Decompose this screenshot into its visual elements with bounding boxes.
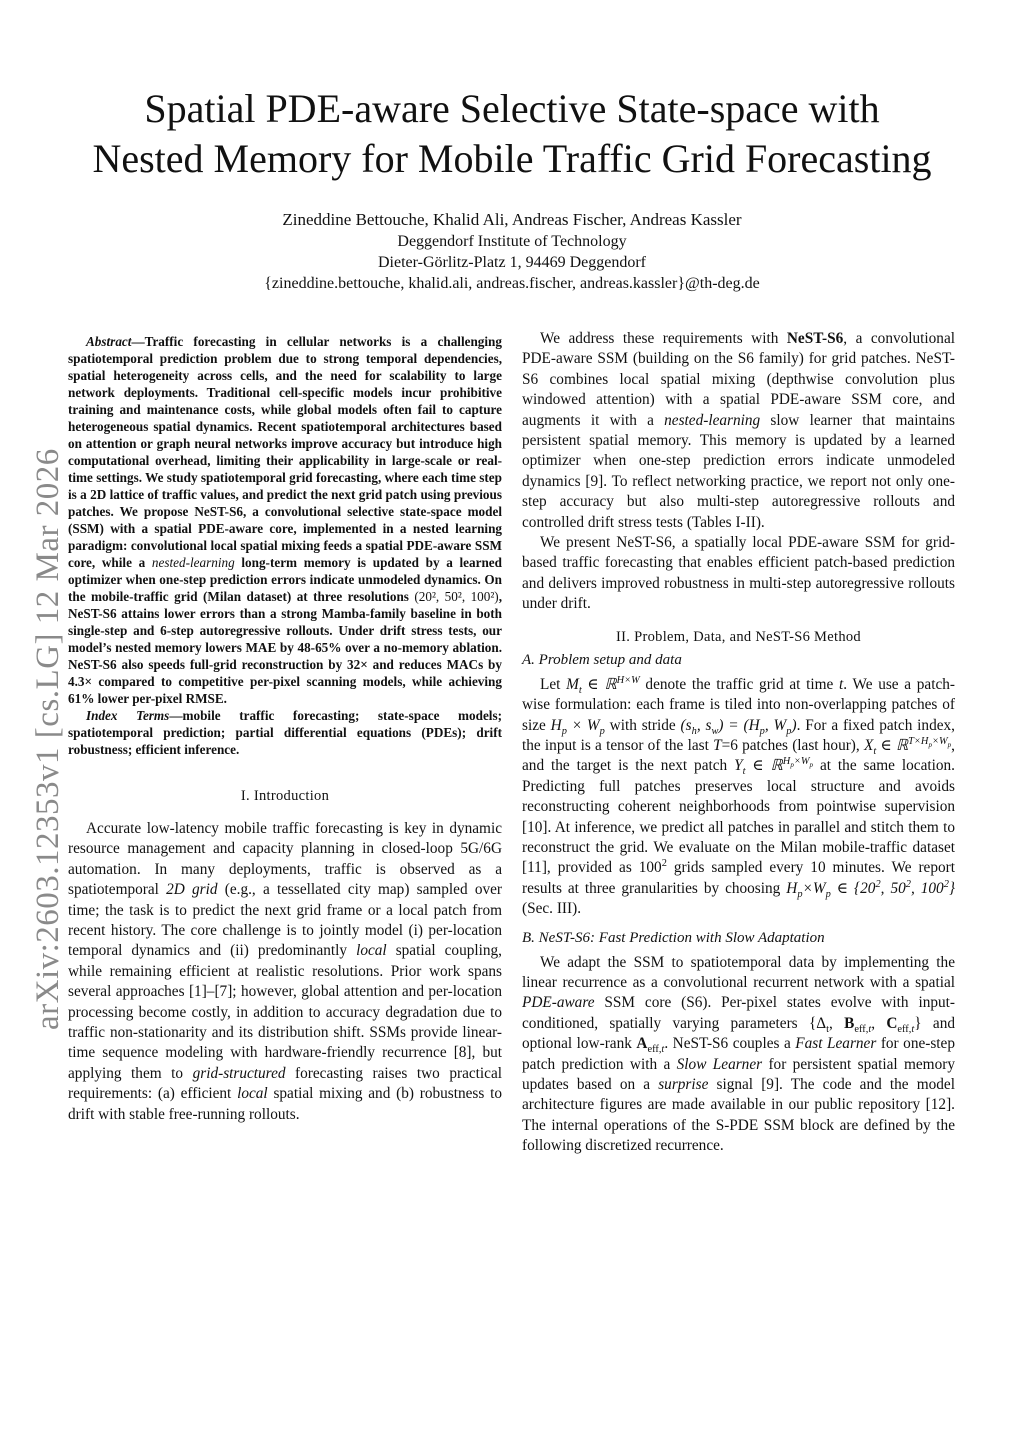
intro-paragraph	[68, 819, 502, 1125]
subsection-heading-nest-s6: B. NeST-S6: Fast Prediction with Slow Adaptation	[522, 929, 825, 946]
intro-text-3: spatial coupling, while remaining efficient at realistic resolutions. Prior work spans several approaches [1]–[7]; however, global attention and per-location processing become costly, in addition to accuracy degradation due to traffic non-stationarity and its distribution shift. SSMs provide linear-time sequence modeling with hardware-friendly recurrence [8], but applying them to	[68, 942, 502, 1082]
intro-text-1: Accurate low-latency mobile traffic forecasting is key in dynamic resource management and capacity planning in closed-loop 5G/6G automation. In many deployments, traffic is observed as a spatiotemporal	[68, 820, 502, 899]
index-terms	[68, 707, 502, 758]
arxiv-identifier: arXiv:2603.12353v1 [cs.LG] 12 Mar 2026	[30, 448, 66, 1030]
abstract-text-2: long-term memory is updated by a learned optimizer when one-step prediction errors indicate unmodeled dynamics. On the mobile-traffic grid (Milan dataset) at three resolutions	[68, 555, 502, 604]
contribution-text-2: , a convolutional PDE-aware SSM (building on the S6 family) for grid patches. NeST-S6 combines local spatial mixing (depthwise convolution plus windowed attention) with a spatial PDE-aware SSM core, and augments it with a	[522, 330, 955, 429]
affiliation: Deggendorf Institute of Technology	[397, 233, 627, 250]
setup-text-4: with stride	[604, 716, 681, 734]
math-patch-size: $H_p \times W_p$	[550, 716, 605, 737]
method-text-5: for one-step patch prediction with a	[522, 1035, 955, 1073]
math-granularities: $H_p\times W_p$ ∈ {$20^2$, $50^2$, $100^2$}	[786, 878, 956, 900]
math-T: T	[713, 736, 722, 754]
intro-italic-2: local	[356, 942, 387, 960]
setup-text-8: at the same location. Predicting full patches preserves local structure and avoids reconstructing coherent neighborhoods from pointwise supervision [10]. At inference, we predict all patches in parallel and stitch them to reconstruct the grid. We evaluate on the Milan mobile-traffic dataset [11], provided as	[522, 757, 955, 877]
abstract-label: Abstract	[86, 334, 132, 349]
math-input-tensor: $X_t$ ∈ ℝ$^{T\times H_p\times W_p}$	[863, 735, 952, 757]
section-heading-introduction: I. Introduction	[240, 788, 330, 804]
contribution-italic: nested-learning	[664, 411, 761, 429]
problem-setup-paragraph: Let $M_t$ ∈ ℝ$^{H\times W}$ denote the traffic grid at time t. We use a patch-wise formulation: each frame is tiled into non-overlapping patches of size $H_p \times W_p$ with stride ($s_h$, $s_w) = (H_p$, $W_p$). For a fixed patch index, the input is a tensor of the last T=6 patches (last hour), $X_t$ ∈ ℝ$^{T\times H_p\times W_p}$, and the target is the next patch $Y_t$ ∈ ℝ$^{H_p\times W_p}$ at the same location. Predicting full patches preserves local structure and avoids reconstructing coherent neighborhoods from pointwise supervision [10]. At inference, we predict all patches in parallel and stitch them to reconstruct the grid. We evaluate on the Milan mobile-traffic dataset [11], provided as $100^2$ grids sampled every 10 minutes. We report results at three granularities by choosing $H_p\times W_p$ ∈ {$20^2$, $50^2$, $100^2$} (Sec. III).	[522, 674, 956, 918]
model-name: NeST-S6	[786, 330, 844, 347]
contribution-text-1: We address these requirements with	[540, 330, 787, 347]
abstract-resolutions: (20², 50², 100²)	[414, 589, 499, 604]
method-text-1: We adapt the SSM to spatiotemporal data by implementing the linear recurrence as a convolutional recurrent network with a spatial	[522, 953, 955, 991]
method-italic-2: Fast Learner	[795, 1035, 877, 1053]
contribution-paragraph	[522, 329, 955, 533]
math-grid-size: $100^2$	[638, 858, 667, 877]
math-stride: ($s_h$, $s_w) = (H_p$, $W_p$)	[680, 716, 797, 737]
method-text-6: for persistent spatial memory updates based on a	[522, 1055, 955, 1093]
math-params: {$\Delta_t$, $B_{eff,t}$, $C_{eff,t}$}	[808, 1014, 922, 1035]
math-A-eff: $A_{eff,t}$	[636, 1035, 665, 1056]
author-block	[40, 208, 984, 294]
subsection-heading-problem-setup: A. Problem setup and data	[522, 651, 682, 668]
setup-text-6: patches (last hour),	[737, 736, 864, 754]
method-text-2: SSM core (S6). Per-pixel states evolve with input-conditioned, spatially varying parameters	[522, 994, 955, 1032]
setup-text-9: grids sampled every 10 minutes. We report results at three granularities by choosing	[522, 859, 955, 897]
summary-paragraph: We present NeST-S6, a spatially local PDE-aware SSM for grid-based traffic forecasting that enables efficient patch-based prediction and delivers improved robustness in multi-step autoregressive rollouts under drift.	[522, 534, 955, 613]
right-column	[522, 329, 955, 1157]
section-heading-method: II. Problem, Data, and NeST-S6 Method	[616, 628, 861, 645]
paper-title-line-2: Nested Memory for Mobile Traffic Grid Forecasting	[92, 136, 932, 181]
setup-text-1: Let	[540, 675, 567, 693]
paper-title-line-1: Spatial PDE-aware Selective State-space with	[144, 86, 880, 131]
abstract-italic-term: nested-learning	[151, 555, 235, 570]
left-column	[68, 333, 502, 1125]
intro-italic-1: 2D grid	[166, 881, 218, 899]
abstract-text-1: —Traffic forecasting in cellular networks is a challenging spatiotemporal prediction problem due to strong temporal dependencies, spatial heterogeneity across cells, and the need for scalability to large network deployments. Traditional cell-specific models incur prohibitive training and maintenance costs, while global models often fail to capture heterogeneous spatial dynamics. Recent spatiotemporal architectures based on attention or graph neural networks improve accuracy but introduce high computational overhead, limiting their applicability in large-scale or real-time settings. We study spatiotemporal grid forecasting, where each time step is a 2D lattice of traffic values, and predict the next grid patch using previous patches. We propose NeST-S6, a convolutional selective state-space model (SSM) with a spatial PDE-aware core, implemented in a nested learning paradigm: convolutional local spatial mixing feeds a spatial PDE-aware SSM core, while a	[68, 334, 502, 570]
math-target: $Y_t$ ∈ ℝ$^{H_p\times W_p}$	[734, 756, 814, 778]
index-terms-label: Index Terms	[86, 708, 170, 723]
setup-text-5: . For a fixed patch index, the input is a tensor of the last	[522, 716, 955, 754]
method-text-3: and optional low-rank	[522, 1014, 955, 1053]
contribution-text-3: slow learner that maintains persistent spatial memory. This memory is updated by a learned optimizer when one-step prediction errors indicate unmodeled dynamics [9]. To reflect networking practice, we report not only one-step accuracy but also multi-step autoregressive rollouts and controlled drift stress tests (Tables I-II).	[522, 411, 955, 531]
math-t: t	[839, 675, 844, 693]
method-italic-4: surprise	[658, 1076, 709, 1093]
abstract-text-3: , NeST-S6 attains lower errors than a strong Mamba-family baseline in both single-step and 6-step autoregressive rollouts. Under drift stress tests, our model’s nested memory lowers MAE by 48-65% over a no-memory ablation. NeST-S6 also speeds full-grid reconstruction by 32× and reduces MACs by 4.3× compared to competitive per-pixel scanning models, while achieving 61% lower per-pixel RMSE.	[68, 589, 502, 706]
paper-title	[40, 84, 984, 184]
setup-text-10: (Sec. III).	[522, 900, 582, 918]
index-terms-text: —mobile traffic forecasting; state-space models; spatiotemporal prediction; partial differential equations (PDEs); drift robustness; efficient inference.	[68, 708, 502, 757]
method-text-4: . NeST-S6 couples a	[664, 1035, 796, 1053]
math-grid-def: $M_t$ ∈ ℝ$^{H\times W}$	[566, 674, 640, 696]
setup-text-7: , and the target is the next patch	[522, 736, 955, 775]
intro-text-2: (e.g., a tessellated city map) sampled over time; the task is to predict the next grid frame or a local patch from recent history. The core challenge is to jointly model (i) per-location temporal dynamics and (ii) predominantly	[68, 881, 502, 960]
author-emails: {zineddine.bettouche, khalid.ali, andreas.fischer, andreas.kassler}@th-deg.de	[264, 275, 760, 292]
setup-text-2: denote the traffic grid at time	[639, 675, 840, 693]
method-text-7: signal [9]. The code and the model architecture figures are made available in our public repository [12]. The internal operations of the S-PDE SSM block are defined by the following discretized recurrence.	[522, 1076, 955, 1155]
method-paragraph	[522, 953, 955, 1157]
method-italic-3: Slow Learner	[676, 1055, 763, 1073]
abstract	[68, 333, 502, 707]
intro-italic-4: local	[237, 1085, 268, 1103]
setup-text-3: . We use a patch-wise formulation: each frame is tiled into non-overlapping patches of size	[522, 675, 955, 734]
method-italic-1: PDE-aware	[522, 994, 595, 1012]
address: Dieter-Görlitz-Platz 1, 94469 Deggendorf	[377, 254, 647, 271]
intro-text-5: spatial mixing and (b) robustness to drift with stable free-running rollouts.	[68, 1085, 502, 1123]
intro-italic-3: grid-structured	[192, 1064, 286, 1082]
intro-text-4: forecasting raises two practical requirements: (a) efficient	[68, 1064, 502, 1103]
author-names: Zineddine Bettouche, Khalid Ali, Andreas Fischer, Andreas Kassler	[282, 210, 742, 229]
